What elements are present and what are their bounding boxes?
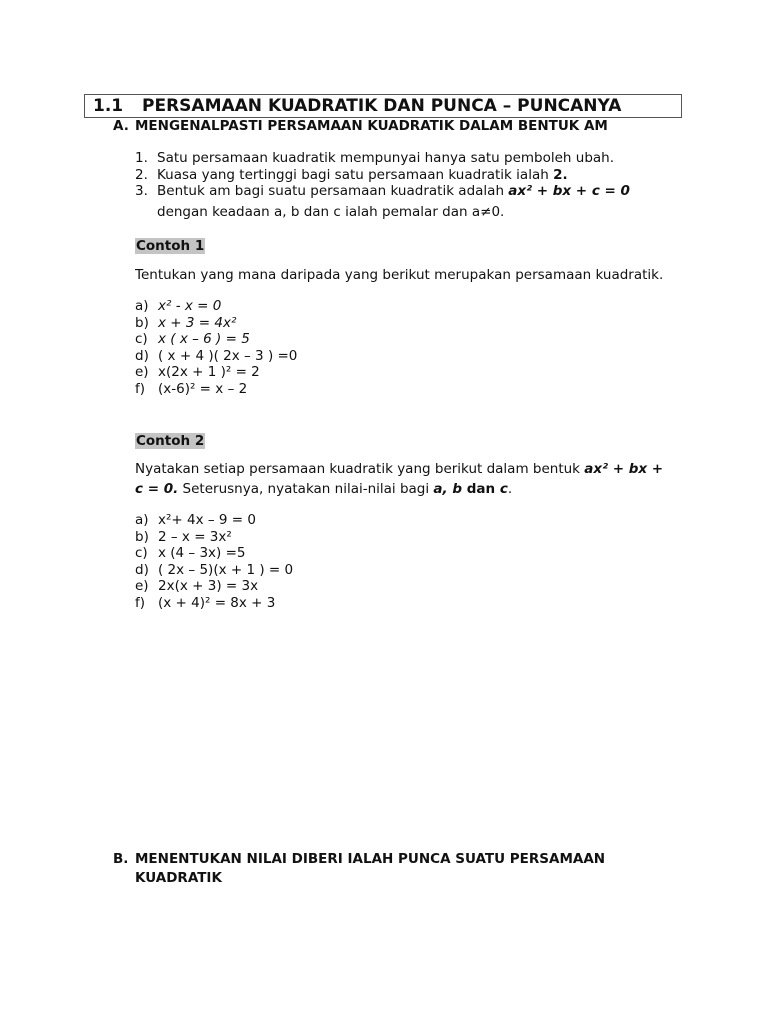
example-2-item: b) 2 – x = 3x² [135, 529, 232, 545]
example-2-item: e) 2x(x + 3) = 3x [135, 578, 259, 594]
title-box [84, 94, 682, 118]
section-a-heading: MENGENALPASTI PERSAMAAN KUADRATIK DALAM BENTUK AM [135, 118, 608, 134]
point-2: 2. Kuasa yang tertinggi bagi satu persamaan kuadratik ialah 2. [135, 167, 568, 183]
page-title: PERSAMAAN KUADRATIK DAN PUNCA – PUNCANYA [142, 96, 622, 116]
section-b-letter: B. [113, 851, 129, 867]
example-2-item: c) x (4 – 3x) =5 [135, 545, 246, 561]
section-b-heading-line-2: KUADRATIK [135, 870, 222, 886]
example-2-instruction-line-2: c = 0. Seterusnya, nyatakan nilai-nilai bagi a, b dan c. [135, 481, 513, 497]
example-1-item: b) x + 3 = 4x² [135, 315, 237, 331]
example-1-item: f) (x-6)² = x – 2 [135, 381, 248, 397]
example-2-label: Contoh 2 [136, 433, 205, 449]
point-3: 3. Bentuk am bagi suatu persamaan kuadratik adalah ax² + bx + c = 0 [135, 183, 630, 199]
example-2-item: f) (x + 4)² = 8x + 3 [135, 595, 276, 611]
example-1-item: a) x² - x = 0 [135, 298, 222, 314]
example-1-label: Contoh 1 [136, 238, 205, 254]
example-2-instruction-line-1: Nyatakan setiap persamaan kuadratik yang berikut dalam bentuk ax² + bx + [135, 461, 664, 477]
title-number: 1.1 [93, 96, 124, 116]
section-b-heading-line-1: MENENTUKAN NILAI DIBERI IALAH PUNCA SUATU PERSAMAAN [135, 851, 606, 867]
example-2-item: a) x²+ 4x – 9 = 0 [135, 512, 256, 528]
example-1-item: e) x(2x + 1 )² = 2 [135, 364, 260, 380]
example-1-item: d) ( x + 4 )( 2x – 3 ) =0 [135, 348, 298, 364]
example-1-instruction: Tentukan yang mana daripada yang berikut merupakan persamaan kuadratik. [135, 267, 664, 283]
example-2-item: d) ( 2x – 5)(x + 1 ) = 0 [135, 562, 294, 578]
section-a-letter: A. [113, 118, 129, 134]
point-1: 1. Satu persamaan kuadratik mempunyai hanya satu pemboleh ubah. [135, 150, 615, 166]
point-3-continuation: dengan keadaan a, b dan c ialah pemalar dan a≠0. [157, 204, 505, 220]
example-1-item: c) x ( x – 6 ) = 5 [135, 331, 250, 347]
